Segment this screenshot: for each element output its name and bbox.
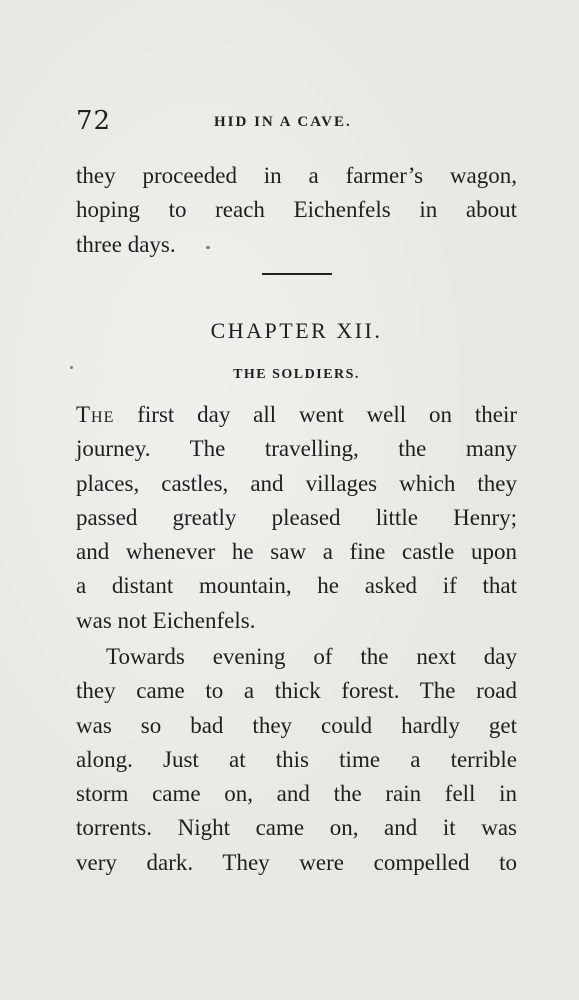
text-line: journey. The travelling, the many (76, 436, 517, 462)
text-line: torrents. Night came on, and it was (76, 815, 517, 841)
text-line: was not Eichenfels. (76, 607, 256, 633)
text-line: three days. (76, 231, 176, 257)
text-line: hoping to reach Eichenfels in about (76, 197, 517, 223)
opening-word: The (76, 402, 115, 427)
text-line: storm came on, and the rain fell in (76, 781, 517, 807)
paragraph-1 (76, 398, 517, 638)
text-line: they proceeded in a farmer’s wagon, (76, 163, 517, 188)
text-line: passed greatly pleased little Henry; (76, 504, 517, 530)
text-line: along. Just at this time a terrible (76, 746, 517, 772)
chapter-heading: CHAPTER XII. (210, 318, 383, 343)
text-line: they came to a thick forest. The road (76, 678, 517, 704)
chapter-divider-rule (262, 273, 332, 275)
text-line (76, 398, 517, 432)
page-number: 72 (76, 106, 112, 136)
running-head: HID IN A CAVE. (214, 114, 352, 130)
text-line: Towards evening of the next day (106, 644, 517, 669)
chapter-subtitle: THE SOLDIERS. (233, 367, 360, 382)
text-line-rest: first day all went well on their (114, 402, 517, 427)
ink-speck (70, 366, 73, 369)
ink-speck (206, 246, 210, 249)
text-line: a distant mountain, he asked if that (76, 573, 517, 599)
paragraph-2 (76, 640, 517, 880)
text-line: and whenever he saw a fine castle upon (76, 539, 517, 565)
text-line: was so bad they could hardly get (76, 712, 517, 738)
text-line: places, castles, and villages which they (76, 470, 517, 496)
continued-paragraph (76, 159, 517, 262)
text-line: very dark. They were compelled to (76, 849, 517, 875)
page-header (76, 104, 516, 144)
